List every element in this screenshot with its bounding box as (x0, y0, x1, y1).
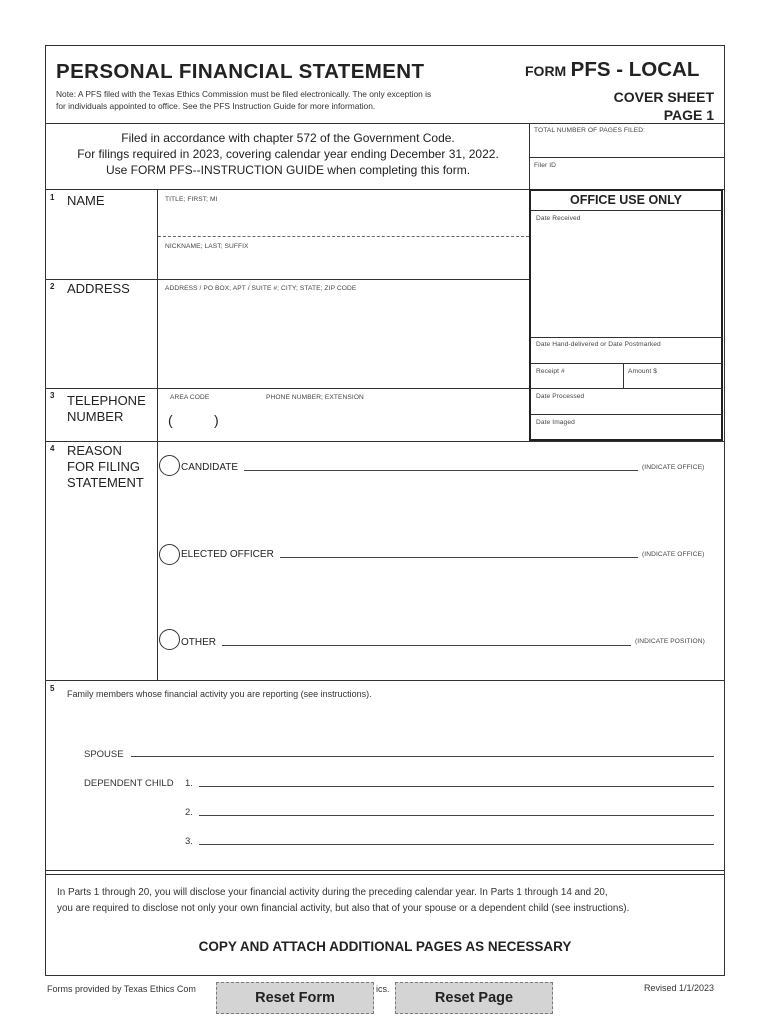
amount-label: Amount $ (628, 368, 658, 375)
office-use-title: OFFICE USE ONLY (569, 193, 683, 207)
child-number-3: 3. (185, 836, 193, 847)
elected-officer-label: ELECTED OFFICER (181, 549, 274, 560)
reason-label-line-3: STATEMENT (67, 475, 144, 490)
candidate-office-input[interactable] (246, 455, 636, 469)
address-hint: ADDRESS / PO BOX; APT / SUITE #; CITY; STATE; ZIP CODE (165, 285, 357, 292)
candidate-label: CANDIDATE (181, 462, 239, 473)
dependent-child-3-input[interactable] (201, 829, 712, 843)
section-number-3: 3 (50, 391, 55, 400)
divider (45, 874, 725, 875)
date-received-label: Date Received (536, 215, 581, 222)
electronic-filing-note: Note: A PFS filed with the Texas Ethics Commission must be filed electronically. The only exception is (56, 89, 432, 99)
phone-number-hint: PHONE NUMBER; EXTENSION (266, 394, 364, 401)
area-code-input[interactable] (178, 413, 212, 429)
divider (531, 388, 722, 389)
total-pages-label: TOTAL NUMBER OF PAGES FILED: (534, 127, 646, 134)
copy-attach-notice: COPY AND ATTACH ADDITIONAL PAGES AS NECESSARY (198, 939, 572, 954)
child-number-1: 1. (185, 778, 193, 789)
divider (531, 337, 722, 338)
address-input[interactable] (165, 298, 525, 384)
total-pages-input[interactable] (534, 138, 720, 155)
disclosure-line-1: In Parts 1 through 20, you will disclose your financial activity during the preceding calendar year. In Parts 1 through 14 and 20, (57, 887, 608, 898)
footer-provided-by-prefix: Forms provided by Texas Ethics Com (47, 984, 196, 994)
divider (45, 123, 725, 124)
elected-officer-indicate-office-hint: (INDICATE OFFICE) (642, 551, 705, 558)
form-title: PERSONAL FINANCIAL STATEMENT (56, 60, 425, 83)
divider (529, 157, 725, 158)
address-label: ADDRESS (67, 281, 130, 296)
section-number-2: 2 (50, 282, 55, 291)
candidate-radio[interactable] (159, 455, 180, 476)
section-number-5: 5 (50, 684, 55, 693)
section-number-4: 4 (50, 444, 55, 453)
cover-sheet-label: COVER SHEET (613, 89, 714, 105)
filer-id-label: Filer ID (534, 162, 557, 169)
revised-date: Revised 1/1/2023 (643, 983, 714, 993)
elected-officer-office-line (280, 557, 638, 558)
disclosure-text (57, 885, 721, 917)
filing-line-1: Filed in accordance with chapter 572 of the Government Code. (121, 131, 455, 145)
electronic-filing-note-2: for individuals appointed to office. See the PFS Instruction Guide for more information. (56, 101, 376, 111)
child-3-line (199, 844, 714, 845)
child-number-2: 2. (185, 807, 193, 818)
dependent-child-label: DEPENDENT CHILD (84, 778, 174, 789)
spouse-input[interactable] (133, 741, 712, 755)
date-processed-label: Date Processed (536, 393, 585, 400)
divider (45, 680, 725, 681)
footer-provided-by (47, 984, 196, 994)
divider (45, 441, 725, 442)
area-code-close-paren: ) (214, 412, 219, 428)
area-code-hint: AREA CODE (170, 394, 210, 401)
divider (623, 363, 624, 388)
divider (45, 870, 725, 871)
reset-page-button[interactable]: Reset Page (395, 982, 553, 1014)
divider (531, 414, 722, 415)
receipt-number-label: Receipt # (536, 368, 565, 375)
name-label: NAME (67, 193, 105, 208)
other-label: OTHER (181, 637, 216, 648)
divider (157, 189, 158, 680)
office-use-box (529, 189, 723, 441)
nickname-last-suffix-hint: NICKNAME; LAST; SUFFIX (165, 243, 249, 250)
family-members-intro: Family members whose financial activity you are reporting (see instructions). (67, 689, 372, 699)
child-2-line (199, 815, 714, 816)
disclosure-line-2: you are required to disclose not only your own financial activity, but also that of your spouse or a dependent child (see instructions). (57, 903, 630, 914)
form-id (525, 58, 720, 82)
title-first-mi-hint: TITLE; FIRST; MI (165, 196, 218, 203)
footer-provided-by-suffix: ics. (376, 984, 390, 994)
date-imaged-label: Date Imaged (536, 419, 575, 426)
reason-label-line-2: FOR FILING (67, 459, 140, 474)
divider (45, 279, 530, 280)
dependent-child-1-input[interactable] (201, 771, 712, 785)
telephone-label-line-2: NUMBER (67, 409, 124, 424)
other-indicate-position-hint: (INDICATE POSITION) (635, 638, 705, 645)
dependent-child-2-input[interactable] (201, 800, 712, 814)
reason-label (67, 443, 144, 491)
filer-id-input[interactable] (534, 172, 720, 188)
reason-label-line-1: REASON (67, 443, 122, 458)
spouse-line (131, 756, 714, 757)
elected-officer-office-input[interactable] (282, 542, 636, 556)
other-position-input[interactable] (224, 630, 629, 644)
filing-statement (46, 130, 530, 178)
other-position-line (222, 645, 631, 646)
child-1-line (199, 786, 714, 787)
divider (158, 236, 529, 237)
name-nickname-last-suffix-input[interactable] (165, 254, 525, 278)
telephone-label-line-1: TELEPHONE (67, 393, 146, 408)
candidate-indicate-office-hint: (INDICATE OFFICE) (642, 464, 705, 471)
phone-number-input[interactable] (266, 413, 524, 429)
name-title-first-mi-input[interactable] (165, 208, 525, 234)
filing-line-2: For filings required in 2023, covering calendar year ending December 31, 2022. (77, 147, 499, 161)
reset-form-button[interactable]: Reset Form (216, 982, 374, 1014)
telephone-label (67, 393, 146, 425)
divider (45, 388, 530, 389)
spouse-label: SPOUSE (84, 749, 124, 760)
area-code-open-paren: ( (168, 412, 173, 428)
form-prefix: FORM (525, 63, 567, 79)
section-number-1: 1 (50, 193, 55, 202)
elected-officer-radio[interactable] (159, 544, 180, 565)
form-name: PFS - LOCAL (570, 58, 700, 81)
divider (531, 363, 722, 364)
page-label: PAGE 1 (663, 107, 714, 123)
other-radio[interactable] (159, 629, 180, 650)
divider (531, 210, 722, 211)
date-hand-delivered-label: Date Hand-delivered or Date Postmarked (536, 341, 661, 348)
candidate-office-line (244, 470, 638, 471)
filing-line-3: Use FORM PFS--INSTRUCTION GUIDE when completing this form. (105, 163, 471, 177)
